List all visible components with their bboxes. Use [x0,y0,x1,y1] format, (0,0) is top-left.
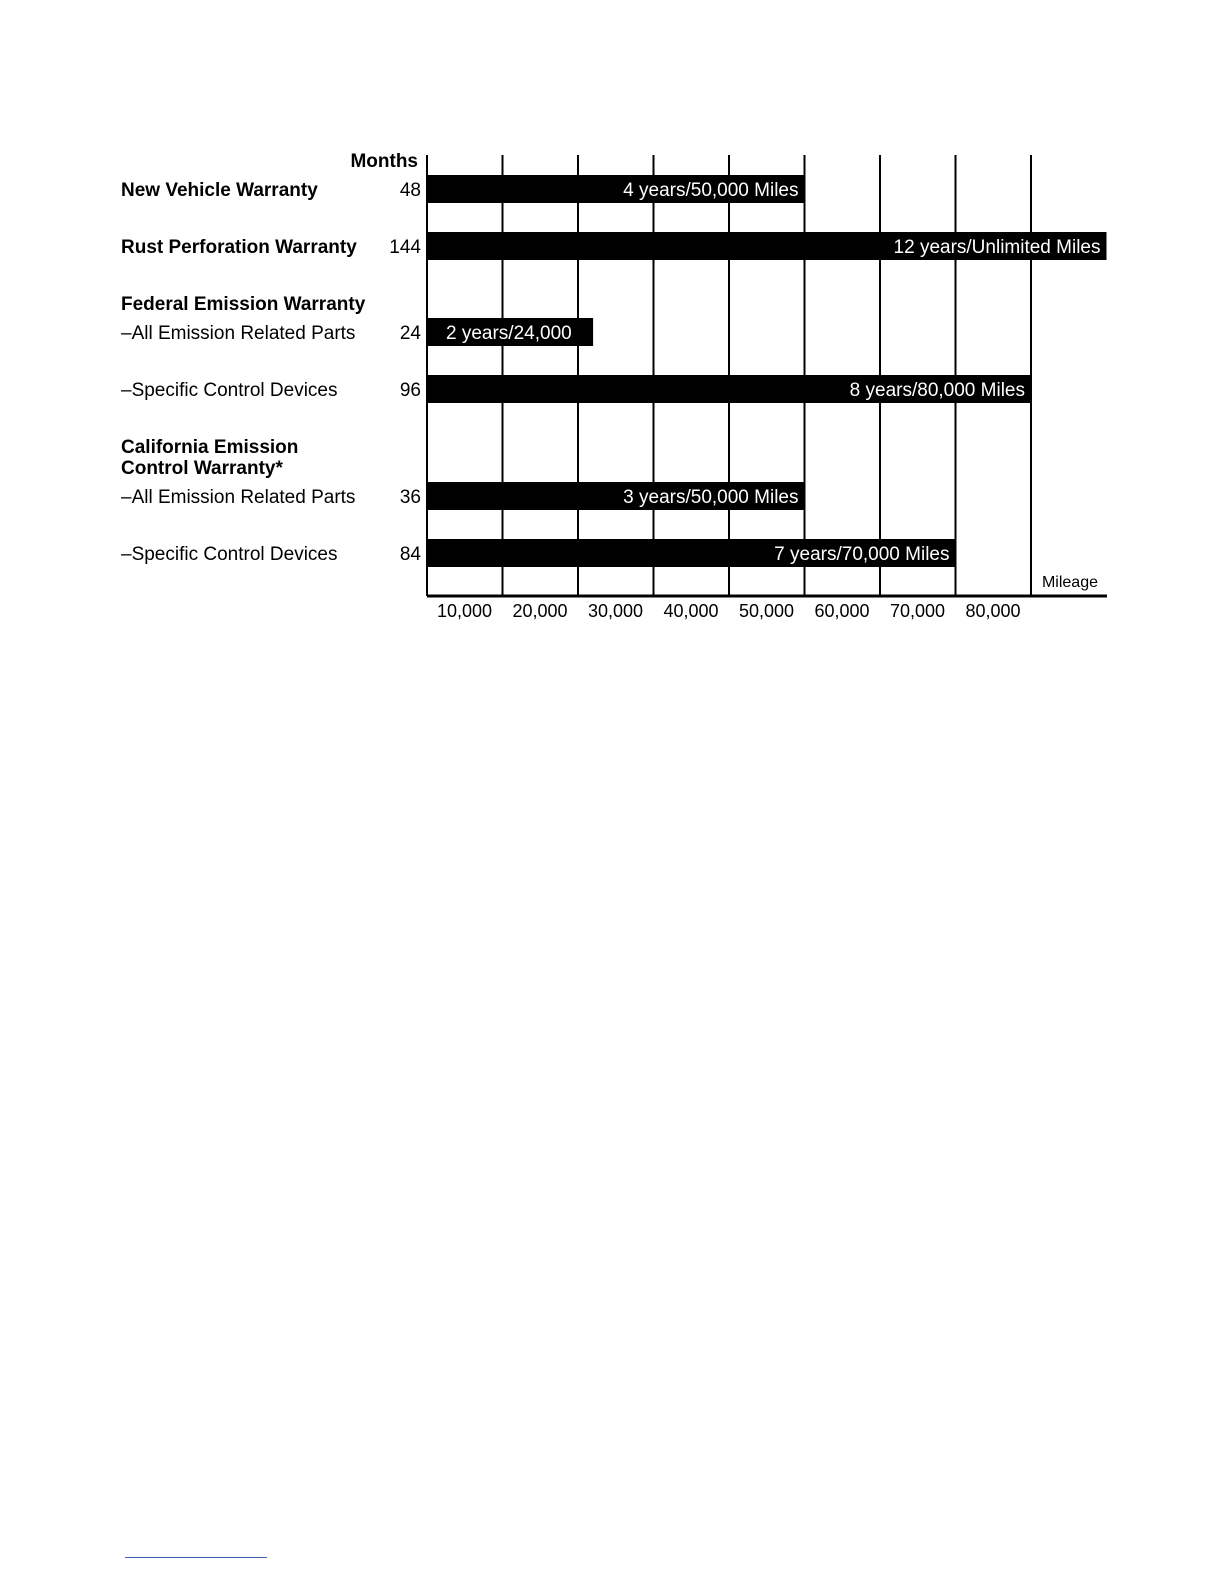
row-label-line2: Control Warranty* [121,458,283,479]
row-months-value: 24 [399,323,421,344]
row-label: Rust Perforation Warranty [121,237,357,258]
row-months-value: 96 [399,380,421,401]
x-tick-label: 80,000 [965,601,1021,621]
bar-label: 8 years/80,000 Miles [849,380,1025,401]
bar-label: 4 years/50,000 Miles [623,180,799,201]
x-tick-label: 50,000 [738,601,795,621]
x-tick-label: 60,000 [814,601,870,621]
bar-label: 7 years/70,000 Miles [774,544,950,565]
row-label: –All Emission Related Parts [121,323,356,344]
x-tick-label: 20,000 [512,601,568,621]
row-months-value: 84 [399,544,421,565]
bar-label: 12 years/Unlimited Miles [893,237,1101,258]
x-tick-label: 10,000 [436,601,493,621]
row-label: –Specific Control Devices [121,544,338,565]
x-tick-label: 70,000 [889,601,946,621]
warranty-chart-svg [0,0,1224,700]
row-label: –All Emission Related Parts [121,487,356,508]
bar-label: 2 years/24,000 [446,323,572,344]
footer-rule [125,1557,267,1558]
row-label: Federal Emission Warranty [121,294,366,315]
bar-label: 3 years/50,000 Miles [623,487,799,508]
warranty-chart [0,0,1224,700]
x-tick-label: 40,000 [663,601,719,621]
x-axis-label: Mileage [1041,574,1098,591]
months-header: Months [350,151,418,172]
row-label: New Vehicle Warranty [121,180,318,201]
row-months-value: 36 [399,487,421,508]
row-label: California Emission [121,437,299,458]
row-months-value: 144 [389,237,421,258]
row-label: –Specific Control Devices [121,380,338,401]
row-months-value: 48 [399,180,421,201]
x-tick-label: 30,000 [587,601,644,621]
